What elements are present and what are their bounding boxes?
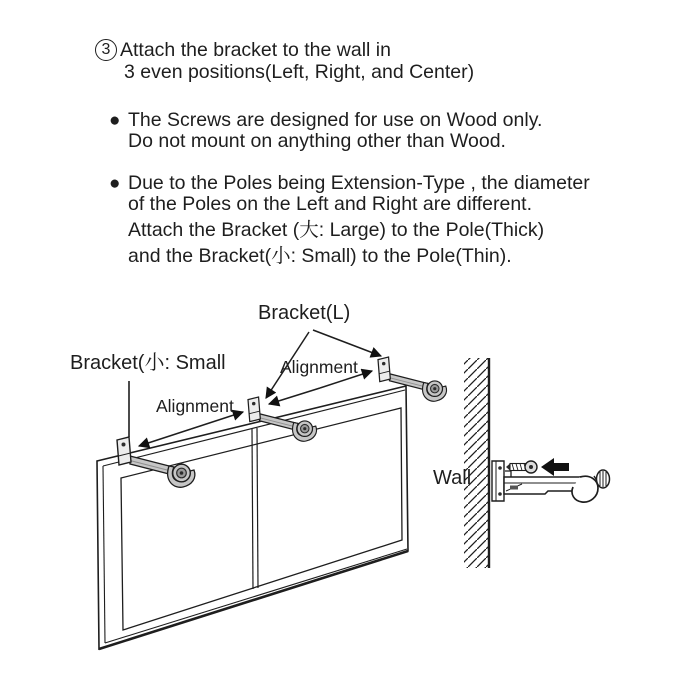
step-line-2: 3 even positions(Left, Right, and Center)	[124, 61, 475, 83]
bullet-icon: ●	[109, 110, 121, 131]
bullet-icon: ●	[109, 173, 121, 194]
note-line: Due to the Poles being Extension-Type , the diameter	[128, 172, 590, 194]
label-alignment-right: Alignment	[280, 357, 358, 377]
label-bracket-small: Bracket(小: Small	[70, 352, 226, 374]
step-line-1: Attach the bracket to the wall in	[120, 39, 391, 61]
note-line: of the Poles on the Left and Right are different.	[128, 193, 532, 215]
step-number-badge: 3	[95, 39, 117, 61]
label-wall: Wall	[433, 467, 472, 489]
wall-hatching	[464, 358, 489, 568]
leader-bracket-l-right	[313, 330, 381, 356]
note-line: Attach the Bracket (大: Large) to the Pole(Thick)	[128, 219, 545, 241]
label-bracket-l: Bracket(L)	[258, 302, 351, 324]
note-line: and the Bracket(小: Small) to the Pole(Thin).	[128, 245, 512, 267]
note-line: Do not mount on anything other than Wood.	[128, 130, 506, 152]
label-alignment-left: Alignment	[156, 396, 234, 416]
insert-direction-arrow-icon	[541, 458, 569, 476]
note-line: The Screws are designed for use on Wood only.	[128, 109, 543, 131]
wall	[464, 358, 489, 568]
window-panel	[97, 386, 408, 649]
